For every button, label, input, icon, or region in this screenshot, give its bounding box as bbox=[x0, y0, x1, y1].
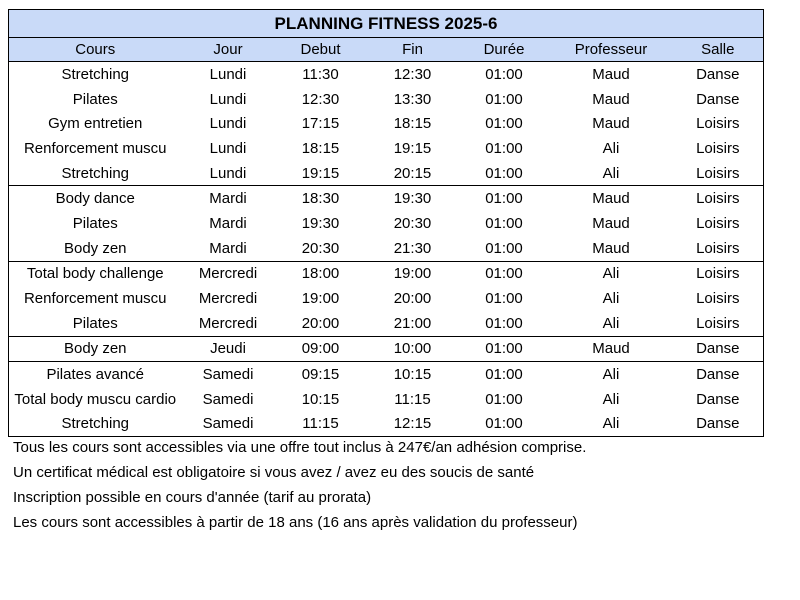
table-row bbox=[9, 87, 764, 112]
cell-duree: 01:00 bbox=[459, 412, 550, 437]
cell-cours: Body dance bbox=[9, 186, 182, 211]
cell-professeur: Ali bbox=[602, 164, 620, 182]
cell-salle: Danse bbox=[673, 336, 764, 362]
cell-duree: 01:00 bbox=[459, 362, 550, 387]
column-header-duree: Durée bbox=[459, 38, 550, 62]
cell-jour: Lundi bbox=[209, 139, 247, 157]
cell-professeur: Ali bbox=[550, 261, 673, 286]
cell-fin: 21:00 bbox=[393, 314, 432, 332]
cell-cours: Stretching bbox=[9, 412, 182, 437]
cell-professeur: Maud bbox=[592, 90, 630, 108]
cell-debut: 11:30 bbox=[302, 65, 339, 83]
cell-jour: Lundi bbox=[209, 65, 247, 83]
cell-jour: Samedi bbox=[202, 390, 254, 408]
cell-debut: 10:15 bbox=[301, 390, 340, 408]
cell-cours: Body zen bbox=[9, 236, 182, 261]
cell-jour: Lundi bbox=[209, 164, 247, 182]
cell-fin: 11:15 bbox=[394, 390, 431, 408]
cell-salle: Loisirs bbox=[673, 161, 764, 186]
cell-debut: 20:00 bbox=[301, 314, 340, 332]
cell-duree: 01:00 bbox=[485, 139, 523, 157]
note-line: Les cours sont accessibles à partir de 18 ans (16 ans après validation du professeur) bbox=[13, 514, 578, 531]
cell-debut: 17:15 bbox=[301, 115, 340, 133]
column-header-salle: Salle bbox=[673, 38, 764, 62]
cell-professeur: Maud bbox=[592, 65, 630, 83]
column-header-professeur: Professeur bbox=[550, 38, 673, 62]
cell-salle: Loisirs bbox=[673, 186, 764, 211]
cell-salle: Danse bbox=[673, 87, 764, 112]
table-row bbox=[9, 362, 764, 387]
cell-duree: 01:00 bbox=[485, 314, 523, 332]
cell-salle: Danse bbox=[673, 62, 764, 87]
cell-duree: 01:00 bbox=[485, 164, 523, 182]
table-row bbox=[9, 62, 764, 87]
cell-jour: Mardi bbox=[209, 214, 247, 232]
cell-debut: 18:00 bbox=[275, 261, 367, 286]
cell-duree: 01:00 bbox=[485, 115, 523, 133]
cell-fin: 19:15 bbox=[393, 139, 432, 157]
cell-cours: Pilates bbox=[9, 311, 182, 336]
cell-professeur: Maud bbox=[592, 115, 630, 133]
cell-debut: 12:30 bbox=[301, 90, 340, 108]
cell-fin: 13:30 bbox=[393, 90, 432, 108]
cell-professeur: Ali bbox=[550, 362, 673, 387]
cell-debut: 18:15 bbox=[301, 139, 340, 157]
schedule-sheet bbox=[8, 9, 763, 437]
table-row bbox=[9, 311, 764, 336]
cell-cours: Body zen bbox=[9, 336, 182, 362]
table-row bbox=[9, 161, 764, 186]
cell-salle: Loisirs bbox=[673, 261, 764, 286]
note-line: Un certificat médical est obligatoire si vous avez / avez eu des soucis de santé bbox=[13, 464, 535, 481]
cell-salle: Danse bbox=[673, 387, 764, 412]
cell-salle: Loisirs bbox=[673, 136, 764, 161]
column-header-fin: Fin bbox=[367, 38, 459, 62]
cell-duree: 01:00 bbox=[485, 390, 523, 408]
column-header-jour: Jour bbox=[182, 38, 275, 62]
table-row bbox=[9, 211, 764, 236]
cell-jour: Lundi bbox=[209, 90, 247, 108]
cell-duree: 01:00 bbox=[459, 336, 550, 362]
cell-debut: 11:15 bbox=[275, 412, 367, 437]
cell-jour: Samedi bbox=[182, 412, 275, 437]
cell-salle: Loisirs bbox=[673, 311, 764, 336]
cell-duree: 01:00 bbox=[485, 65, 523, 83]
cell-jour: Lundi bbox=[209, 115, 247, 133]
cell-jour: Mardi bbox=[182, 186, 275, 211]
table-row bbox=[9, 236, 764, 261]
cell-professeur: Ali bbox=[602, 290, 620, 308]
cell-cours: Renforcement muscu bbox=[9, 136, 182, 161]
cell-cours: Total body challenge bbox=[9, 261, 182, 286]
cell-fin: 12:30 bbox=[393, 65, 432, 83]
cell-cours: Stretching bbox=[9, 161, 182, 186]
cell-debut: 19:15 bbox=[301, 164, 340, 182]
cell-salle: Loisirs bbox=[673, 111, 764, 136]
cell-fin: 18:15 bbox=[393, 115, 432, 133]
table-row bbox=[9, 286, 764, 311]
cell-cours: Total body muscu cardio bbox=[9, 387, 182, 412]
table-row bbox=[9, 412, 764, 437]
cell-duree: 01:00 bbox=[485, 239, 523, 257]
column-header-debut: Debut bbox=[275, 38, 367, 62]
cell-fin: 12:15 bbox=[367, 412, 459, 437]
cell-cours: Renforcement muscu bbox=[9, 286, 182, 311]
header-row bbox=[9, 38, 764, 62]
cell-salle: Danse bbox=[673, 412, 764, 437]
cell-professeur: Ali bbox=[550, 412, 673, 437]
cell-debut: 09:15 bbox=[275, 362, 367, 387]
cell-professeur: Ali bbox=[602, 139, 620, 157]
cell-salle: Danse bbox=[673, 362, 764, 387]
table-row bbox=[9, 336, 764, 362]
schedule-table bbox=[8, 9, 764, 437]
cell-professeur: Maud bbox=[550, 336, 673, 362]
cell-jour: Mercredi bbox=[198, 314, 258, 332]
cell-professeur: Maud bbox=[550, 186, 673, 211]
cell-fin: 19:30 bbox=[367, 186, 459, 211]
cell-duree: 01:00 bbox=[485, 214, 523, 232]
column-header-cours: Cours bbox=[9, 38, 182, 62]
cell-salle: Loisirs bbox=[673, 286, 764, 311]
cell-salle: Loisirs bbox=[673, 211, 764, 236]
cell-debut: 09:00 bbox=[275, 336, 367, 362]
cell-debut: 19:00 bbox=[301, 290, 340, 308]
cell-cours: Pilates bbox=[9, 87, 182, 112]
cell-fin: 20:30 bbox=[393, 214, 432, 232]
schedule-body bbox=[9, 62, 764, 437]
cell-cours: Pilates avancé bbox=[9, 362, 182, 387]
notes bbox=[13, 435, 586, 535]
cell-professeur: Maud bbox=[592, 239, 630, 257]
cell-duree: 01:00 bbox=[459, 186, 550, 211]
note-line: Tous les cours sont accessibles via une offre tout inclus à 247€/an adhésion comprise. bbox=[13, 439, 587, 456]
cell-fin: 21:30 bbox=[393, 239, 432, 257]
cell-jour: Samedi bbox=[182, 362, 275, 387]
cell-debut: 18:30 bbox=[275, 186, 367, 211]
cell-jour: Mercredi bbox=[182, 261, 275, 286]
cell-fin: 10:00 bbox=[367, 336, 459, 362]
table-row bbox=[9, 111, 764, 136]
cell-jour: Mercredi bbox=[198, 290, 258, 308]
cell-jour: Mardi bbox=[209, 239, 247, 257]
cell-professeur: Maud bbox=[592, 214, 630, 232]
cell-cours: Pilates bbox=[9, 211, 182, 236]
note-line: Inscription possible en cours d'année (tarif au prorata) bbox=[13, 489, 372, 506]
cell-jour: Jeudi bbox=[182, 336, 275, 362]
cell-duree: 01:00 bbox=[459, 261, 550, 286]
cell-debut: 19:30 bbox=[301, 214, 340, 232]
cell-fin: 19:00 bbox=[367, 261, 459, 286]
cell-fin: 10:15 bbox=[367, 362, 459, 387]
table-row bbox=[9, 186, 764, 211]
cell-cours: Gym entretien bbox=[9, 111, 182, 136]
cell-duree: 01:00 bbox=[485, 90, 523, 108]
cell-fin: 20:00 bbox=[393, 290, 432, 308]
schedule-title: PLANNING FITNESS 2025-6 bbox=[9, 10, 764, 38]
cell-cours: Stretching bbox=[9, 62, 182, 87]
cell-salle: Loisirs bbox=[673, 236, 764, 261]
table-row bbox=[9, 387, 764, 412]
cell-duree: 01:00 bbox=[485, 290, 523, 308]
cell-fin: 20:15 bbox=[393, 164, 432, 182]
table-row bbox=[9, 261, 764, 286]
cell-professeur: Ali bbox=[602, 390, 620, 408]
cell-debut: 20:30 bbox=[301, 239, 340, 257]
table-row bbox=[9, 136, 764, 161]
cell-professeur: Ali bbox=[602, 314, 620, 332]
